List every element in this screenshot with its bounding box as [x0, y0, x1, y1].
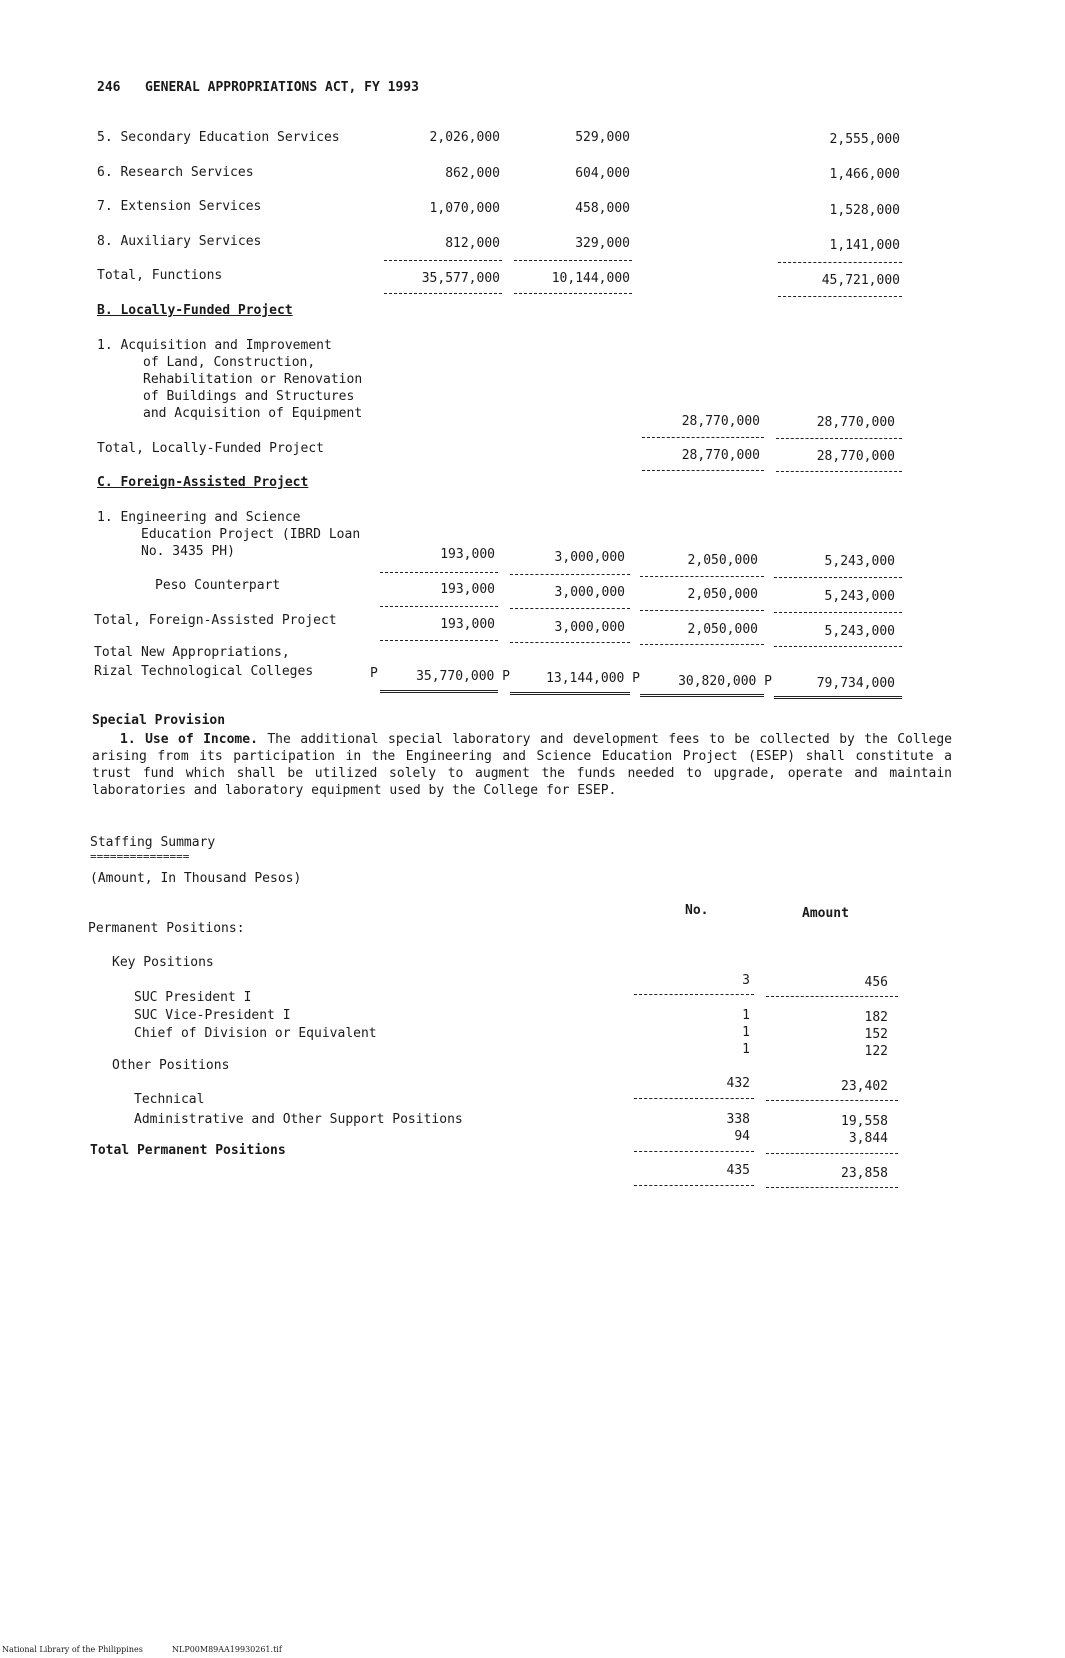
foreign-item-c3: 2,050,000 [687, 553, 758, 568]
key-positions-amount: 456 [864, 975, 888, 990]
total-rule [766, 1187, 898, 1188]
total-locally-funded-label: Total, Locally-Funded Project [97, 441, 324, 456]
subtotal-rule [778, 262, 902, 263]
staff-position-amount: 182 [864, 1010, 888, 1025]
total-rule [380, 606, 498, 607]
total-functions-c1: 35,577,000 [421, 271, 500, 286]
function-value-c4: 1,466,000 [829, 167, 900, 182]
total-locally-funded-c3: 28,770,000 [681, 448, 760, 463]
function-label: 6. Research Services [97, 165, 254, 180]
subtotal-rule [634, 1098, 754, 1099]
project-line: 1. Acquisition and Improvement [97, 338, 332, 353]
total-permanent-positions-label: Total Permanent Positions [90, 1143, 286, 1158]
staff-position-no: 1 [742, 1008, 750, 1023]
subtotal-rule [766, 1153, 898, 1154]
total-rule [380, 640, 498, 641]
provision-item-title: 1. Use of Income. [120, 732, 258, 747]
project-line: Education Project (IBRD Loan [141, 527, 361, 542]
staffing-unit-note: (Amount, In Thousand Pesos) [90, 871, 302, 886]
function-value-c1: 862,000 [445, 166, 500, 181]
staff-position-amount: 152 [864, 1027, 888, 1042]
total-functions-c2: 10,144,000 [551, 271, 630, 286]
total-foreign-c1: 193,000 [440, 617, 495, 632]
staff-position-amount: 122 [864, 1044, 888, 1059]
total-locally-funded-c4: 28,770,000 [816, 449, 895, 464]
staff-position-label: Administrative and Other Support Positions [134, 1112, 463, 1127]
total-rule [642, 470, 764, 471]
staffing-summary-heading: Staffing Summary [90, 835, 216, 850]
locally-funded-c4: 28,770,000 [816, 415, 895, 430]
staff-position-label: Technical [134, 1092, 205, 1107]
function-value-c1: 1,070,000 [429, 201, 500, 216]
staff-position-label: SUC President I [134, 990, 252, 1005]
foreign-item-c4: 5,243,000 [824, 554, 895, 569]
staff-position-amount: 19,558 [841, 1114, 888, 1129]
function-value-c4: 1,141,000 [829, 238, 900, 253]
grand-total-label-line1: Total New Appropriations, [94, 645, 290, 660]
subtotal-rule [634, 994, 754, 995]
total-rule [640, 610, 764, 611]
subtotal-rule [510, 574, 630, 575]
staff-position-amount: 3,844 [848, 1131, 888, 1146]
function-label: 5. Secondary Education Services [97, 130, 340, 145]
subtotal-rule [640, 576, 764, 577]
project-line: Rehabilitation or Renovation [143, 372, 363, 387]
function-value-c2: 529,000 [575, 130, 630, 145]
other-positions-amount: 23,402 [841, 1079, 888, 1094]
grand-total-double-rule [380, 690, 498, 693]
function-value-c1: 2,026,000 [429, 130, 500, 145]
provision-text: The additional special laboratory and development fees to be collected by the College arising from its participation in the Engineering and Science Education Project (ESEP) shall constitute a trust fund which shall be utilized solely to augment the funds needed to upgrade, operate and maintain laboratories and laboratory equipment used by the College for ESEP. [92, 732, 952, 798]
function-value-c1: 812,000 [445, 236, 500, 251]
subtotal-rule [514, 260, 632, 261]
subtotal-rule [642, 437, 764, 438]
total-functions-c4: 45,721,000 [821, 273, 900, 288]
project-line: 1. Engineering and Science [97, 510, 301, 525]
foreign-item-c2: 3,000,000 [554, 550, 625, 565]
staffing-heading-rule: =============== [90, 850, 190, 863]
function-value-c4: 1,528,000 [829, 203, 900, 218]
key-positions-label: Key Positions [112, 955, 214, 970]
grand-total-label-line2: Rizal Technological Colleges [94, 664, 314, 679]
section-heading-locally-funded: B. Locally-Funded Project [97, 303, 293, 318]
page-number: 246 [97, 80, 121, 95]
counterpart-c2: 3,000,000 [554, 585, 625, 600]
subtotal-rule [634, 1151, 754, 1152]
total-rule [634, 1185, 754, 1186]
grand-total-c4: 79,734,000 [816, 676, 895, 691]
staff-position-no: 338 [726, 1112, 750, 1127]
column-header-no: No. [685, 903, 709, 918]
total-permanent-no: 435 [726, 1163, 750, 1178]
grand-total-currency: P [370, 666, 378, 681]
total-rule [774, 646, 902, 647]
section-heading-foreign-assisted: C. Foreign-Assisted Project [97, 475, 309, 490]
total-rule [514, 293, 632, 294]
project-line: of Buildings and Structures [143, 389, 355, 404]
total-foreign-assisted-label: Total, Foreign-Assisted Project [94, 613, 337, 628]
staff-position-no: 1 [742, 1025, 750, 1040]
grand-total-c3: 30,820,000 P [678, 674, 772, 689]
subtotal-rule [776, 438, 902, 439]
permanent-positions-label: Permanent Positions: [88, 921, 245, 936]
staff-position-label: Chief of Division or Equivalent [134, 1026, 377, 1041]
total-rule [384, 293, 502, 294]
project-line: of Land, Construction, [143, 355, 316, 370]
total-rule [778, 296, 902, 297]
total-rule [510, 608, 630, 609]
total-foreign-c4: 5,243,000 [824, 624, 895, 639]
grand-total-double-rule [640, 694, 764, 697]
special-provision-heading: Special Provision [92, 713, 226, 728]
total-rule [776, 471, 902, 472]
function-value-c2: 458,000 [575, 201, 630, 216]
counterpart-c4: 5,243,000 [824, 589, 895, 604]
subtotal-rule [774, 577, 902, 578]
footer-library: National Library of the Philippines [2, 1645, 143, 1654]
grand-total-c2: 13,144,000 P [546, 671, 640, 686]
special-provision-body [92, 731, 952, 799]
other-positions-label: Other Positions [112, 1058, 230, 1073]
peso-counterpart-label: Peso Counterpart [155, 578, 281, 593]
function-label: 8. Auxiliary Services [97, 234, 262, 249]
locally-funded-c3: 28,770,000 [681, 414, 760, 429]
other-positions-no: 432 [726, 1076, 750, 1091]
grand-total-double-rule [510, 692, 630, 695]
total-functions-label: Total, Functions [97, 268, 223, 283]
function-value-c2: 329,000 [575, 236, 630, 251]
subtotal-rule [380, 572, 498, 573]
function-value-c2: 604,000 [575, 166, 630, 181]
grand-total-c1: 35,770,000 P [416, 669, 510, 684]
project-line: and Acquisition of Equipment [143, 406, 363, 421]
function-value-c4: 2,555,000 [829, 132, 900, 147]
subtotal-rule [384, 260, 502, 261]
subtotal-rule [766, 1100, 898, 1101]
footer-file: NLP00M89AA19930261.tif [172, 1645, 282, 1654]
total-permanent-amount: 23,858 [841, 1166, 888, 1181]
staff-position-label: SUC Vice-President I [134, 1008, 291, 1023]
function-label: 7. Extension Services [97, 199, 262, 214]
key-positions-no: 3 [742, 973, 750, 988]
grand-total-double-rule [774, 696, 902, 699]
total-rule [510, 642, 630, 643]
project-line: No. 3435 PH) [141, 544, 235, 559]
page-header-title: GENERAL APPROPRIATIONS ACT, FY 1993 [145, 80, 419, 95]
subtotal-rule [766, 996, 898, 997]
counterpart-c3: 2,050,000 [687, 587, 758, 602]
total-rule [640, 644, 764, 645]
column-header-amount: Amount [802, 906, 849, 921]
counterpart-c1: 193,000 [440, 582, 495, 597]
foreign-item-c1: 193,000 [440, 547, 495, 562]
total-foreign-c2: 3,000,000 [554, 620, 625, 635]
total-foreign-c3: 2,050,000 [687, 622, 758, 637]
staff-position-no: 1 [742, 1042, 750, 1057]
staff-position-no: 94 [734, 1129, 750, 1144]
total-rule [774, 612, 902, 613]
